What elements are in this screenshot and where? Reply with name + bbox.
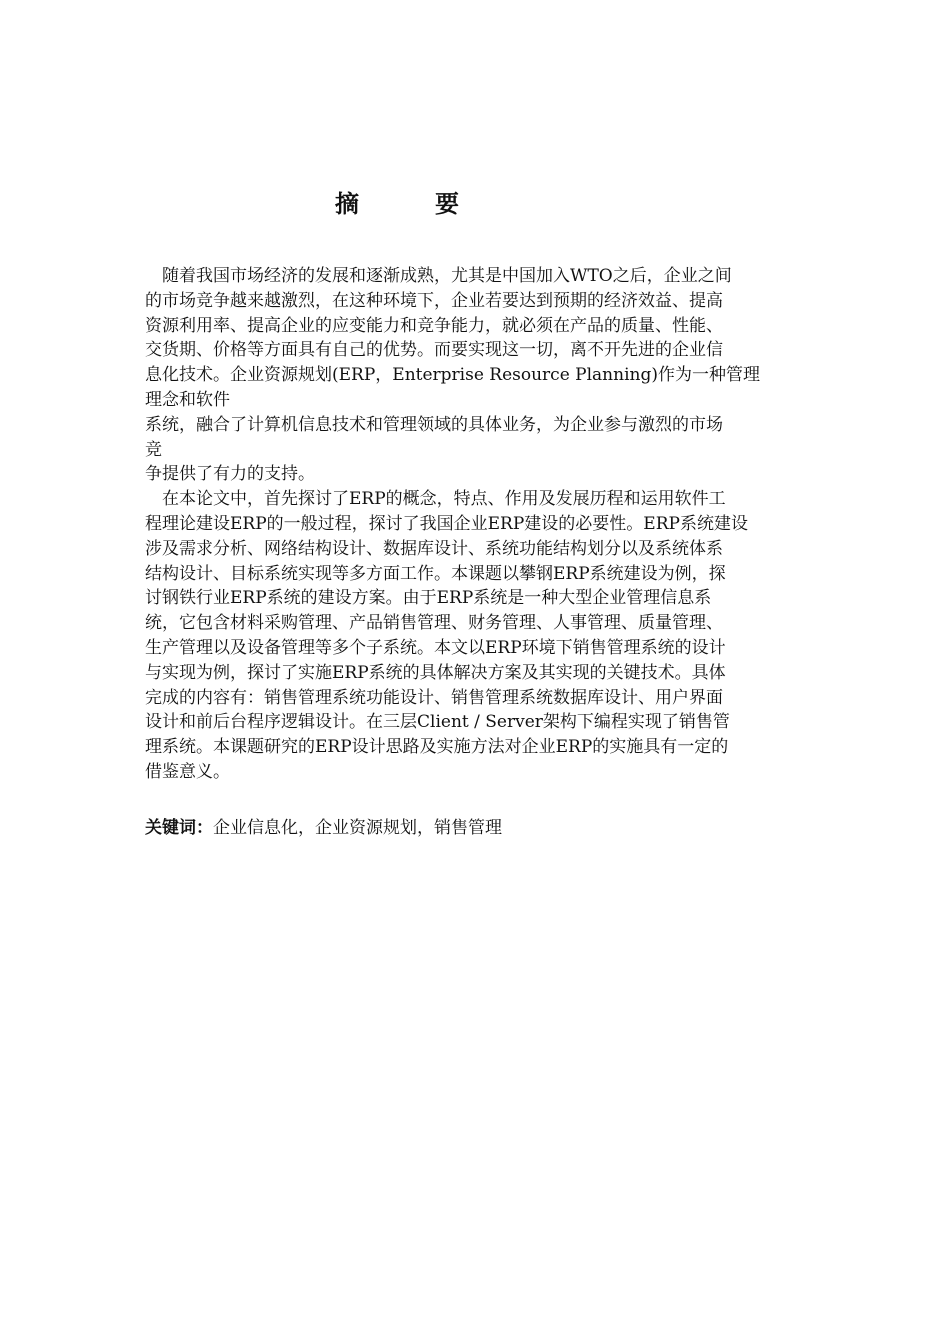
abstract-line: 设计和前后台程序逻辑设计。在三层Client / Server架构下编程实现了销售管 [145, 712, 730, 733]
abstract-body [145, 264, 807, 785]
abstract-line: 结构设计、目标系统实现等多方面工作。本课题以攀钢ERP系统建设为例，探 [145, 563, 726, 584]
abstract-line: 在本论文中，首先探讨了ERP的概念，特点、作用及发展历程和运用软件工 [145, 489, 726, 510]
abstract-line: 系统，融合了计算机信息技术和管理领域的具体业务，为企业参与激烈的市场 [145, 414, 723, 435]
keywords-label: 关键词： [145, 818, 213, 838]
abstract-line: 的市场竞争越来越激烈，在这种环境下，企业若要达到预期的经济效益、提高 [145, 290, 723, 311]
abstract-line: 讨钢铁行业ERP系统的建设方案。由于ERP系统是一种大型企业管理信息系 [145, 588, 712, 609]
abstract-line: 涉及需求分析、网络结构设计、数据库设计、系统功能结构划分以及系统体系 [145, 538, 723, 559]
page-title: 摘 要 [335, 190, 485, 218]
keywords-line [145, 816, 807, 841]
abstract-line: 理系统。本课题研究的ERP设计思路及实施方法对企业ERP的实施具有一定的 [145, 737, 729, 758]
abstract-line: 统，它包含材料采购管理、产品销售管理、财务管理、人事管理、质量管理、 [145, 613, 723, 634]
abstract-line: 完成的内容有：销售管理系统功能设计、销售管理系统数据库设计、用户界面 [145, 687, 723, 708]
abstract-line: 资源利用率、提高企业的应变能力和竞争能力，就必须在产品的质量、性能、 [145, 315, 723, 336]
abstract-line: 理念和软件 [145, 389, 230, 410]
keywords-text: 企业信息化，企业资源规划，销售管理 [213, 818, 502, 838]
abstract-line: 息化技术。企业资源规划(ERP，Enterprise Resource Planning)作为一种管理 [145, 365, 760, 386]
abstract-line: 竞 [145, 439, 162, 460]
abstract-line: 交货期、价格等方面具有自己的优势。而要实现这一切，离不开先进的企业信 [145, 340, 723, 361]
abstract-line: 借鉴意义。 [145, 761, 230, 782]
abstract-line: 生产管理以及设备管理等多个子系统。本文以ERP环境下销售管理系统的设计 [145, 637, 726, 658]
abstract-line: 争提供了有力的支持。 [145, 464, 315, 485]
abstract-line: 与实现为例，探讨了实施ERP系统的具体解决方案及其实现的关键技术。具体 [145, 662, 726, 683]
abstract-line: 随着我国市场经济的发展和逐渐成熟，尤其是中国加入WTO之后，企业之间 [145, 266, 732, 286]
abstract-line: 程理论建设ERP的一般过程，探讨了我国企业ERP建设的必要性。ERP系统建设 [145, 513, 748, 534]
